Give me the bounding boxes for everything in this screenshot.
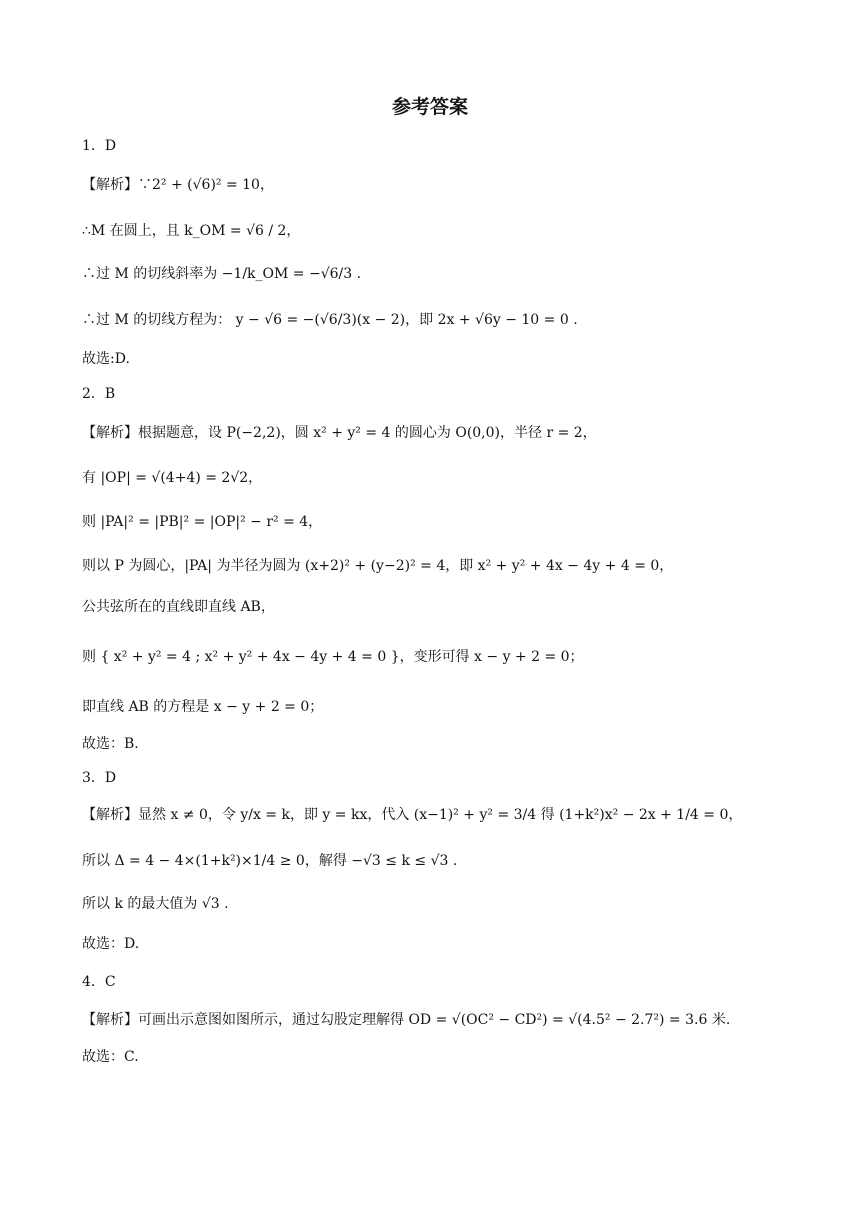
answer-2-line-3: 则 |PA|² = |PB|² = |OP|² − r² = 4， xyxy=(82,514,323,530)
answer-2-line-8: 故选：B. xyxy=(82,736,139,752)
answer-1-line-2: ∴M 在圆上，且 k_OM = √6 / 2， xyxy=(82,223,301,239)
answer-2-line-5: 公共弦所在的直线即直线 AB， xyxy=(82,599,275,615)
answer-4-line-2: 故选：C. xyxy=(82,1049,139,1065)
answer-2-line-4: 则以 P 为圆心，|PA| 为半径为圆为 (x+2)² + (y−2)² = 4，即 x² + y² + 4x − 4y + 4 = 0， xyxy=(82,558,674,574)
answer-3-line-1: 【解析】显然 x ≠ 0，令 y/x = k，即 y = kx，代入 (x−1)² + y² = 3/4 得 (1+k²)x² − 2x + 1/4 = 0， xyxy=(82,807,743,823)
answer-3-line-3: 所以 k 的最大值为 √3 . xyxy=(82,896,229,912)
answer-head-1: 1．D xyxy=(82,138,117,154)
answer-4-line-1: 【解析】可画出示意图如图所示，通过勾股定理解得 OD = √(OC² − CD²) = √(4.5² − 2.7²) = 3.6 米. xyxy=(82,1012,731,1028)
answer-2-line-1: 【解析】根据题意，设 P(−2,2)，圆 x² + y² = 4 的圆心为 O(0,0)，半径 r = 2， xyxy=(82,425,597,441)
answer-head-4: 4．C xyxy=(82,974,116,990)
page-title: 参考答案 xyxy=(391,96,468,118)
answer-2-line-7: 即直线 AB 的方程是 x − y + 2 = 0； xyxy=(82,699,324,715)
answer-2-line-2: 有 |OP| = √(4+4) = 2√2， xyxy=(82,470,263,486)
answer-3-line-4: 故选：D. xyxy=(82,936,140,952)
answer-3-line-2: 所以 Δ = 4 − 4×(1+k²)×1/4 ≥ 0，解得 −√3 ≤ k ≤ √3 . xyxy=(82,853,458,869)
answer-2-line-6: 则 { x² + y² = 4 ; x² + y² + 4x − 4y + 4 = 0 }，变形可得 x − y + 2 = 0； xyxy=(82,649,584,665)
answer-1-line-3: ∴过 M 的切线斜率为 −1/k_OM = −√6/3 . xyxy=(82,266,362,282)
answer-1-line-1: 【解析】∵2² + (√6)² = 10， xyxy=(82,177,274,193)
answer-head-3: 3．D xyxy=(82,770,117,786)
answer-1-line-4: ∴过 M 的切线方程为： y − √6 = −(√6/3)(x − 2)，即 2x + √6y − 10 = 0 . xyxy=(82,312,578,328)
answer-head-2: 2．B xyxy=(82,386,116,402)
answer-1-line-5: 故选:D. xyxy=(82,351,130,367)
